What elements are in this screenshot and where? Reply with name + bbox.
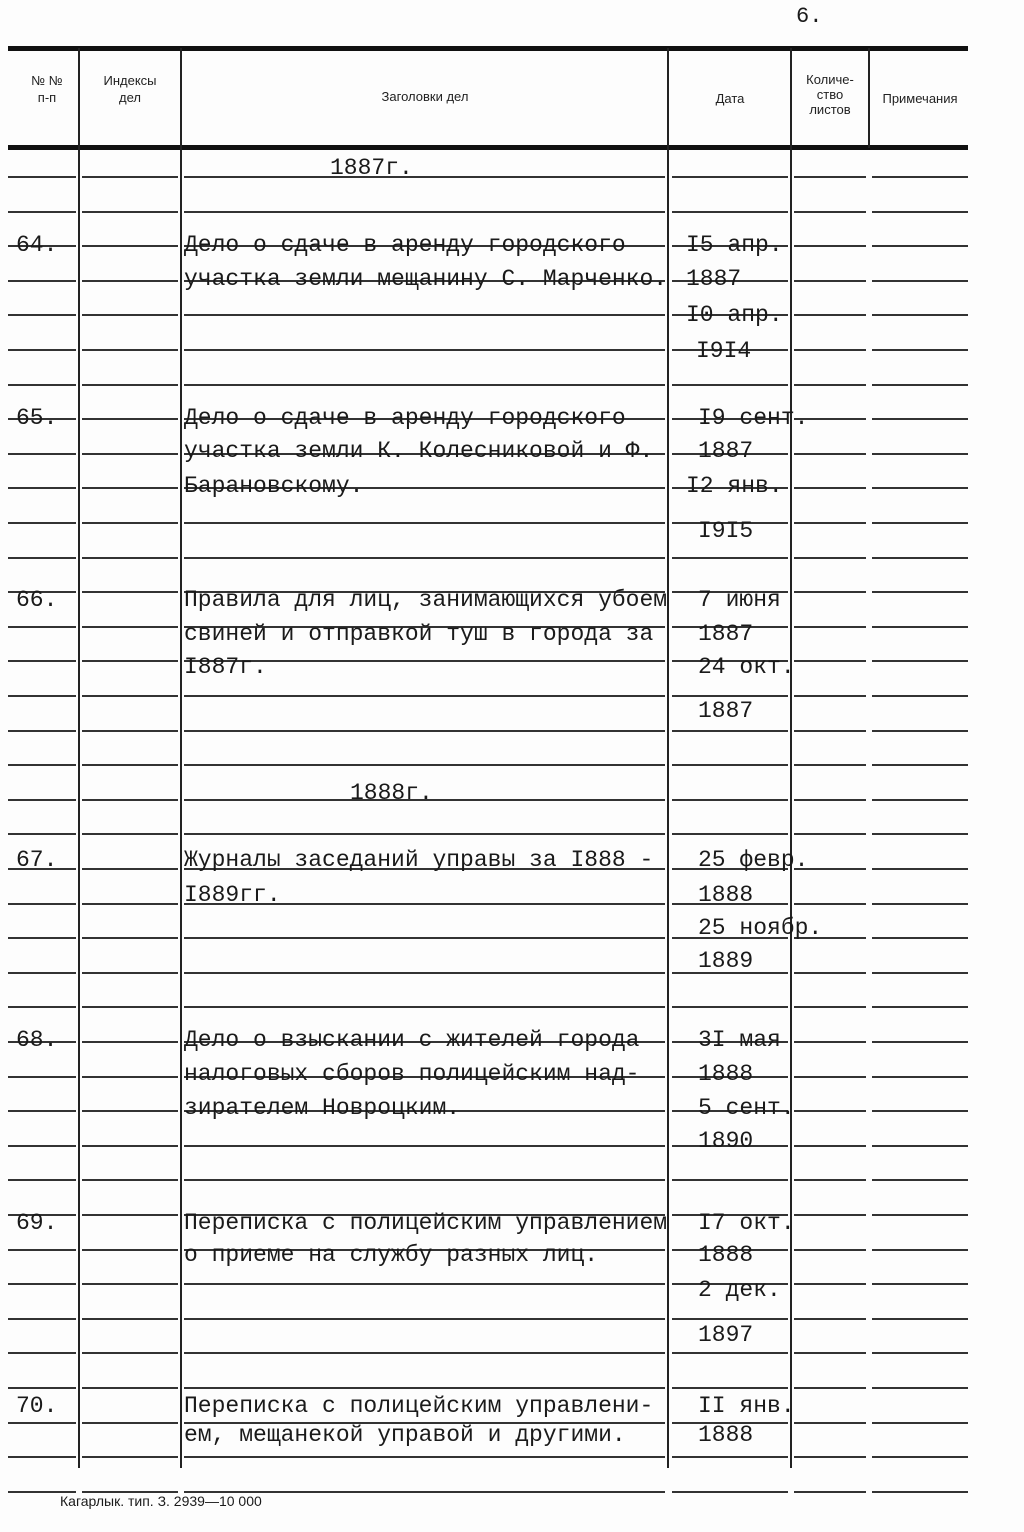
- ruled-line: [794, 453, 866, 455]
- ruled-line: [672, 730, 788, 732]
- ruled-line: [8, 453, 76, 455]
- column-divider: [868, 48, 870, 148]
- ruled-line: [672, 833, 788, 835]
- ruled-line: [872, 176, 968, 178]
- ruled-line: [794, 522, 866, 524]
- ruled-line: [794, 626, 866, 628]
- ruled-line: [8, 1179, 76, 1181]
- ruled-line: [8, 487, 76, 489]
- ruled-line: [82, 1041, 178, 1043]
- ruled-line: [8, 1110, 76, 1112]
- entry-date: 25 ноябр.: [698, 915, 823, 941]
- ruled-line: [872, 1110, 968, 1112]
- ruled-line: [794, 764, 866, 766]
- ruled-line: [8, 1283, 76, 1285]
- ruled-line: [672, 557, 788, 559]
- ruled-line: [82, 522, 178, 524]
- ruled-line: [184, 1387, 665, 1389]
- ruled-line: [184, 211, 665, 213]
- ruled-line: [8, 349, 76, 351]
- ruled-line: [872, 349, 968, 351]
- entry-date: 1887: [698, 621, 754, 647]
- ruled-line: [184, 1179, 665, 1181]
- ruled-line: [872, 1006, 968, 1008]
- entry-title-line: налоговых сборов полицейским над-: [184, 1061, 640, 1087]
- ruled-line: [794, 1041, 866, 1043]
- ruled-line: [872, 557, 968, 559]
- entry-date: 1888: [698, 1061, 754, 1087]
- ruled-line: [872, 384, 968, 386]
- ruled-line: [82, 1456, 178, 1458]
- ruled-line: [82, 1110, 178, 1112]
- entry-title-line: Барановскому.: [184, 473, 364, 499]
- entry-number: 67.: [16, 847, 58, 873]
- ruled-line: [794, 1006, 866, 1008]
- ruled-line: [8, 280, 76, 282]
- entry-number: 64.: [16, 232, 58, 258]
- ruled-line: [82, 1145, 178, 1147]
- ruled-line: [82, 314, 178, 316]
- ruled-line: [794, 176, 866, 178]
- entry-date: 2 дек.: [698, 1277, 781, 1303]
- ruled-line: [794, 1283, 866, 1285]
- ruled-line: [8, 937, 76, 939]
- ruled-line: [82, 557, 178, 559]
- entry-date: 1888: [698, 882, 754, 908]
- ruled-line: [82, 1179, 178, 1181]
- entry-title-line: свиней и отправкой туш в города за: [184, 621, 654, 647]
- ruled-line: [794, 799, 866, 801]
- entry-title-line: Дело о взыскании с жителей города: [184, 1027, 640, 1053]
- ruled-line: [184, 1283, 665, 1285]
- ruled-line: [672, 799, 788, 801]
- ruled-line: [8, 903, 76, 905]
- printer-footer: Кагарлык. тип. З. 2939—10 000: [60, 1493, 262, 1509]
- ruled-line: [794, 384, 866, 386]
- entry-date: 1897: [698, 1322, 754, 1348]
- entry-date: I0 апр.: [686, 302, 783, 328]
- ruled-line: [8, 211, 76, 213]
- ruled-line: [184, 557, 665, 559]
- entry-date: 24 окт.: [698, 654, 795, 680]
- entry-title-line: зирателем Новроцким.: [184, 1095, 461, 1121]
- header-date: Дата: [715, 91, 745, 106]
- entry-date: 1889: [698, 948, 754, 974]
- entry-title-line: ем, мещанекой управой и другими.: [184, 1422, 626, 1448]
- ruled-line: [672, 211, 788, 213]
- ruled-line: [672, 384, 788, 386]
- ruled-line: [794, 1352, 866, 1354]
- ruled-line: [872, 1387, 968, 1389]
- ruled-line: [82, 591, 178, 593]
- ruled-line: [794, 349, 866, 351]
- ruled-line: [82, 764, 178, 766]
- ruled-line: [672, 1387, 788, 1389]
- ruled-line: [872, 591, 968, 593]
- ruled-line: [8, 626, 76, 628]
- ruled-line: [82, 418, 178, 420]
- ruled-line: [8, 833, 76, 835]
- entry-title-line: Переписка с полицейским управлением: [184, 1210, 668, 1236]
- ruled-line: [872, 487, 968, 489]
- ruled-line: [794, 972, 866, 974]
- ruled-line: [672, 176, 788, 178]
- ruled-line: [8, 557, 76, 559]
- ruled-line: [82, 384, 178, 386]
- ruled-line: [82, 1387, 178, 1389]
- header-title: Заголовки дел: [381, 89, 469, 104]
- entry-date: 5 сент.: [698, 1095, 795, 1121]
- ruled-line: [872, 418, 968, 420]
- ruled-line: [184, 1318, 665, 1320]
- entry-date: 25 февр.: [698, 847, 809, 873]
- ruled-line: [8, 1076, 76, 1078]
- entry-date: I2 янв.: [686, 473, 783, 499]
- entry-date: I7 окт.: [698, 1210, 795, 1236]
- ruled-line: [672, 1352, 788, 1354]
- ruled-line: [794, 1318, 866, 1320]
- ruled-line: [872, 1041, 968, 1043]
- entry-date: 1888: [698, 1422, 754, 1448]
- ruled-line: [872, 1283, 968, 1285]
- ruled-line: [8, 1006, 76, 1008]
- ruled-line: [8, 314, 76, 316]
- ruled-line: [794, 1387, 866, 1389]
- ruled-line: [82, 245, 178, 247]
- ruled-line: [8, 1318, 76, 1320]
- ruled-line: [794, 245, 866, 247]
- ruled-line: [872, 211, 968, 213]
- entry-date: I5 апр.: [686, 232, 783, 258]
- ruled-line: [82, 280, 178, 282]
- ruled-line: [8, 1249, 76, 1251]
- ruled-line: [82, 453, 178, 455]
- ruled-line: [672, 1318, 788, 1320]
- year-heading-1888: 1888г.: [350, 780, 433, 806]
- ruled-line: [794, 695, 866, 697]
- ruled-line: [82, 730, 178, 732]
- ruled-line: [672, 1491, 788, 1493]
- ruled-line: [872, 1249, 968, 1251]
- ruled-line: [872, 868, 968, 870]
- ruled-line: [8, 695, 76, 697]
- ruled-line: [8, 1352, 76, 1354]
- ruled-line: [184, 1456, 665, 1458]
- ruled-line: [8, 176, 76, 178]
- ruled-line: [794, 1110, 866, 1112]
- ruled-line: [184, 730, 665, 732]
- ruled-line: [794, 903, 866, 905]
- ruled-line: [184, 1145, 665, 1147]
- entry-number: 68.: [16, 1027, 58, 1053]
- column-divider: [78, 48, 80, 1468]
- entry-title-line: Дело о сдаче в аренду городского: [184, 405, 626, 431]
- ruled-line: [82, 695, 178, 697]
- ruled-line: [872, 1352, 968, 1354]
- ruled-line: [872, 833, 968, 835]
- ruled-line: [794, 660, 866, 662]
- ruled-line: [184, 972, 665, 974]
- ruled-line: [872, 1422, 968, 1424]
- entry-title-line: Дело о сдаче в аренду городского: [184, 232, 626, 258]
- ruled-line: [8, 730, 76, 732]
- ruled-line: [872, 1491, 968, 1493]
- entry-number: 66.: [16, 587, 58, 613]
- ruled-line: [794, 487, 866, 489]
- ruled-line: [8, 972, 76, 974]
- ruled-line: [82, 626, 178, 628]
- header-count: Количе- ство листов: [806, 72, 854, 117]
- ruled-line: [872, 799, 968, 801]
- ruled-line: [8, 1456, 76, 1458]
- ruled-line: [794, 730, 866, 732]
- ruled-line: [794, 280, 866, 282]
- ruled-line: [8, 764, 76, 766]
- year-heading-1887: 1887г.: [330, 155, 413, 181]
- entry-date: 1890: [698, 1128, 754, 1154]
- ruled-line: [82, 1006, 178, 1008]
- ruled-line: [8, 660, 76, 662]
- ruled-line: [184, 764, 665, 766]
- ruled-line: [672, 695, 788, 697]
- ruled-line: [794, 591, 866, 593]
- entry-number: 65.: [16, 405, 58, 431]
- ruled-line: [794, 1491, 866, 1493]
- ruled-line: [8, 799, 76, 801]
- ruled-line: [872, 764, 968, 766]
- ruled-line: [184, 314, 665, 316]
- ruled-line: [872, 1214, 968, 1216]
- entry-date: 1888: [698, 1242, 754, 1268]
- entry-date: 1887: [698, 698, 754, 724]
- ruled-line: [184, 1352, 665, 1354]
- entry-title-line: I889гг.: [184, 882, 281, 908]
- ruled-line: [82, 833, 178, 835]
- ruled-line: [794, 833, 866, 835]
- ruled-line: [794, 1422, 866, 1424]
- ruled-line: [82, 1318, 178, 1320]
- ruled-line: [8, 522, 76, 524]
- entry-date: 3I мая: [698, 1027, 781, 1053]
- ruled-line: [82, 1076, 178, 1078]
- ruled-line: [872, 695, 968, 697]
- ruled-line: [872, 972, 968, 974]
- ruled-line: [872, 314, 968, 316]
- entry-number: 69.: [16, 1210, 58, 1236]
- entry-title-line: Журналы заседаний управы за I888 -: [184, 847, 654, 873]
- ruled-line: [872, 626, 968, 628]
- entry-number: 70.: [16, 1393, 58, 1419]
- ruled-line: [8, 384, 76, 386]
- ruled-line: [82, 937, 178, 939]
- column-divider: [180, 48, 182, 1468]
- ruled-line: [872, 1456, 968, 1458]
- ruled-line: [184, 349, 665, 351]
- ruled-line: [8, 1387, 76, 1389]
- ruled-line: [872, 660, 968, 662]
- ruled-line: [872, 937, 968, 939]
- ruled-line: [184, 695, 665, 697]
- ruled-line: [82, 1352, 178, 1354]
- ruled-line: [872, 730, 968, 732]
- ruled-line: [82, 176, 178, 178]
- entry-title-line: участка земли мещанину С. Марченко.: [184, 266, 668, 292]
- entry-date: I9 сент.: [698, 405, 809, 431]
- entry-title-line: I887г.: [184, 654, 267, 680]
- ruled-line: [82, 487, 178, 489]
- ruled-line: [872, 1179, 968, 1181]
- ruled-line: [184, 176, 665, 178]
- entry-date: II янв.: [698, 1393, 795, 1419]
- header-bottom-rule: [8, 145, 968, 150]
- ruled-line: [82, 903, 178, 905]
- ruled-line: [82, 1283, 178, 1285]
- entry-date: 1887: [698, 438, 754, 464]
- ruled-line: [872, 245, 968, 247]
- ruled-line: [872, 280, 968, 282]
- ruled-line: [672, 1456, 788, 1458]
- ruled-line: [184, 833, 665, 835]
- entry-title-line: Правила для лиц, занимающихся убоем: [184, 587, 668, 613]
- entry-date: 1887: [686, 266, 742, 292]
- ruled-line: [872, 522, 968, 524]
- entry-date: 7 июня: [698, 587, 781, 613]
- ruled-line: [794, 1076, 866, 1078]
- ruled-line: [872, 1145, 968, 1147]
- ruled-line: [184, 937, 665, 939]
- ruled-line: [672, 1006, 788, 1008]
- entry-date: I9I5: [698, 518, 754, 544]
- ruled-line: [82, 1249, 178, 1251]
- ruled-line: [872, 1318, 968, 1320]
- header-top-rule: [8, 46, 968, 51]
- ruled-line: [184, 522, 665, 524]
- header-notes: Примечания: [882, 91, 958, 106]
- column-divider: [790, 48, 792, 1468]
- entry-date: I9I4: [696, 338, 752, 364]
- ruled-line: [184, 384, 665, 386]
- ruled-line: [8, 1422, 76, 1424]
- ruled-line: [82, 868, 178, 870]
- ruled-line: [184, 1006, 665, 1008]
- header-number: № № п-п: [31, 73, 63, 105]
- entry-title-line: о приеме на службу разных лиц.: [184, 1242, 599, 1268]
- ruled-line: [872, 903, 968, 905]
- ruled-line: [82, 799, 178, 801]
- ruled-line: [82, 349, 178, 351]
- ruled-line: [82, 1422, 178, 1424]
- ruled-line: [872, 1076, 968, 1078]
- page-number: 6.: [796, 4, 823, 29]
- ruled-line: [794, 557, 866, 559]
- ruled-line: [794, 211, 866, 213]
- ruled-line: [794, 1249, 866, 1251]
- ruled-line: [672, 1179, 788, 1181]
- ruled-line: [82, 972, 178, 974]
- ruled-line: [794, 1214, 866, 1216]
- ruled-line: [82, 660, 178, 662]
- entry-title-line: Переписка с полицейским управлени-: [184, 1393, 654, 1419]
- entry-title-line: участка земли К. Колесниковой и Ф.: [184, 438, 654, 464]
- column-divider: [667, 48, 669, 1468]
- header-index: Индексы дел: [103, 73, 157, 105]
- ruled-line: [794, 1179, 866, 1181]
- ruled-line: [82, 211, 178, 213]
- ruled-line: [794, 1456, 866, 1458]
- ruled-line: [794, 1145, 866, 1147]
- ruled-line: [872, 453, 968, 455]
- ruled-line: [8, 1145, 76, 1147]
- ruled-line: [794, 314, 866, 316]
- ruled-line: [672, 764, 788, 766]
- ruled-line: [82, 1214, 178, 1216]
